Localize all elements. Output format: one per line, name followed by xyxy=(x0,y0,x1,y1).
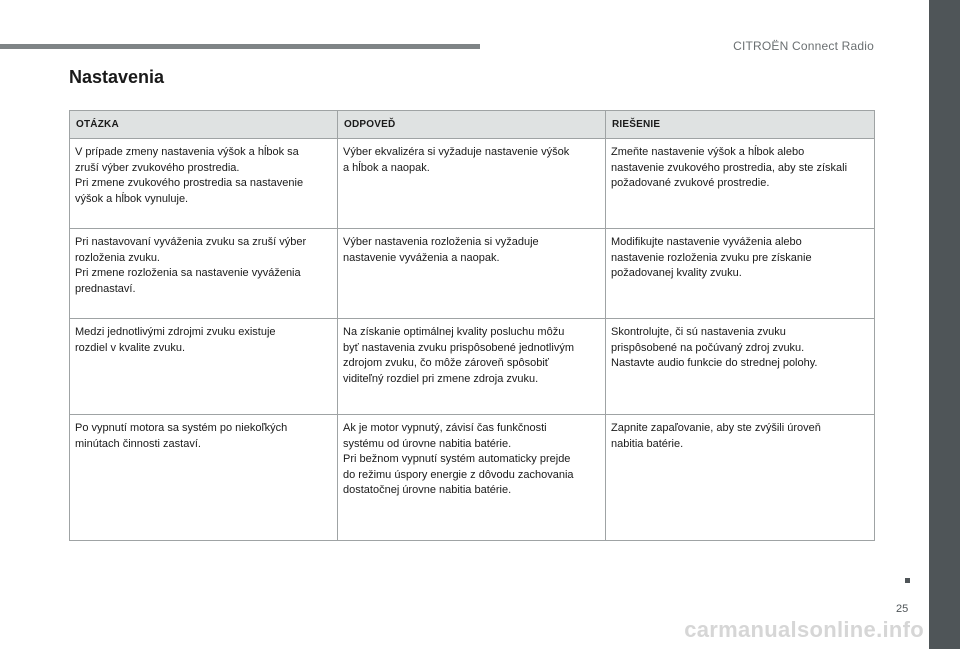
question-cell xyxy=(70,415,338,541)
cell-line: Nastavte audio funkcie do strednej polohy. xyxy=(611,357,818,369)
question-cell xyxy=(70,229,338,319)
cell-line: zdrojom zvuku, čo môže zároveň spôsobiť xyxy=(343,357,549,369)
cell-line: dostatočnej úrovne nabitia batérie. xyxy=(343,484,512,496)
cell-line: systému od úrovne nabitia batérie. xyxy=(343,437,512,450)
section-marker-icon xyxy=(905,578,910,583)
solution-cell xyxy=(606,415,875,541)
side-bar xyxy=(929,0,960,649)
cell-line: Skontrolujte, či sú nastavenia zvuku xyxy=(611,326,786,338)
cell-line: požadované zvukové prostredie. xyxy=(611,177,770,189)
answer-cell xyxy=(338,415,606,541)
cell-line: Po vypnutí motora sa systém po niekoľkých xyxy=(75,422,288,434)
cell-line: rozloženia zvuku. xyxy=(75,251,160,264)
solution-cell xyxy=(606,319,875,415)
cell-line: rozdiel v kvalite zvuku. xyxy=(75,341,186,354)
brand-label: CITROËN Connect Radio xyxy=(733,39,874,53)
solution-cell xyxy=(606,229,875,319)
column-header-question: OTÁZKA xyxy=(70,111,338,139)
cell-line: nabitia batérie. xyxy=(611,437,684,450)
cell-line: požadovanej kvality zvuku. xyxy=(611,267,742,279)
cell-line: zruší výber zvukového prostredia. xyxy=(75,161,240,174)
column-header-solution: RIEŠENIE xyxy=(606,111,875,139)
cell-line: Medzi jednotlivými zdrojmi zvuku existuje xyxy=(75,326,276,338)
question-cell xyxy=(70,139,338,229)
cell-line: prednastaví. xyxy=(75,282,136,295)
cell-line: Pri zmene zvukového prostredia sa nastavenie xyxy=(75,177,304,189)
cell-line: nastavenie vyváženia a naopak. xyxy=(343,251,500,264)
cell-line: Ak je motor vypnutý, závisí čas funkčnosti xyxy=(343,422,547,434)
table-row xyxy=(70,415,875,541)
table-row xyxy=(70,139,875,229)
cell-line: minútach činnosti zastaví. xyxy=(75,437,201,450)
answer-cell xyxy=(338,139,606,229)
column-header-answer: ODPOVEĎ xyxy=(338,111,606,139)
watermark: carmanualsonline.info xyxy=(684,617,924,642)
cell-line: V prípade zmeny nastavenia výšok a hĺbok sa xyxy=(75,146,299,158)
cell-line: do režimu úspory energie z dôvodu zachovania xyxy=(343,468,574,481)
cell-line: Zapnite zapaľovanie, aby ste zvýšili úroveň xyxy=(611,422,821,434)
cell-line: nastavenie zvukového prostredia, aby ste získali xyxy=(611,161,848,174)
cell-line: výšok a hĺbok vynuluje. xyxy=(75,192,189,205)
cell-line: Na získanie optimálnej kvality posluchu môžu xyxy=(343,326,565,338)
table-row xyxy=(70,319,875,415)
question-cell xyxy=(70,319,338,415)
page-number: 25 xyxy=(896,603,909,615)
table-header-row xyxy=(70,111,875,139)
cell-line: Pri nastavovaní vyváženia zvuku sa zruší výber xyxy=(75,236,307,248)
answer-cell xyxy=(338,229,606,319)
header-rule xyxy=(0,44,480,49)
answer-cell xyxy=(338,319,606,415)
cell-line: byť nastavenia zvuku prispôsobené jednotlivým xyxy=(343,341,574,354)
cell-line: viditeľný rozdiel pri zmene zdroja zvuku. xyxy=(343,372,539,385)
cell-line: Zmeňte nastavenie výšok a hĺbok alebo xyxy=(611,146,805,158)
faq-table xyxy=(69,110,875,541)
cell-line: Výber ekvalizéra si vyžaduje nastavenie výšok xyxy=(343,146,570,158)
cell-line: Pri bežnom vypnutí systém automaticky prejde xyxy=(343,453,571,465)
cell-line: nastavenie rozloženia zvuku pre získanie xyxy=(611,251,812,264)
solution-cell xyxy=(606,139,875,229)
cell-line: Výber nastavenia rozloženia si vyžaduje xyxy=(343,236,539,248)
cell-line: a hĺbok a naopak. xyxy=(343,161,430,174)
cell-line: Pri zmene rozloženia sa nastavenie vyváženia xyxy=(75,267,301,279)
table-row xyxy=(70,229,875,319)
cell-line: prispôsobené na počúvaný zdroj zvuku. xyxy=(611,341,805,354)
page-title: Nastavenia xyxy=(69,67,165,87)
cell-line: Modifikujte nastavenie vyváženia alebo xyxy=(611,236,802,248)
